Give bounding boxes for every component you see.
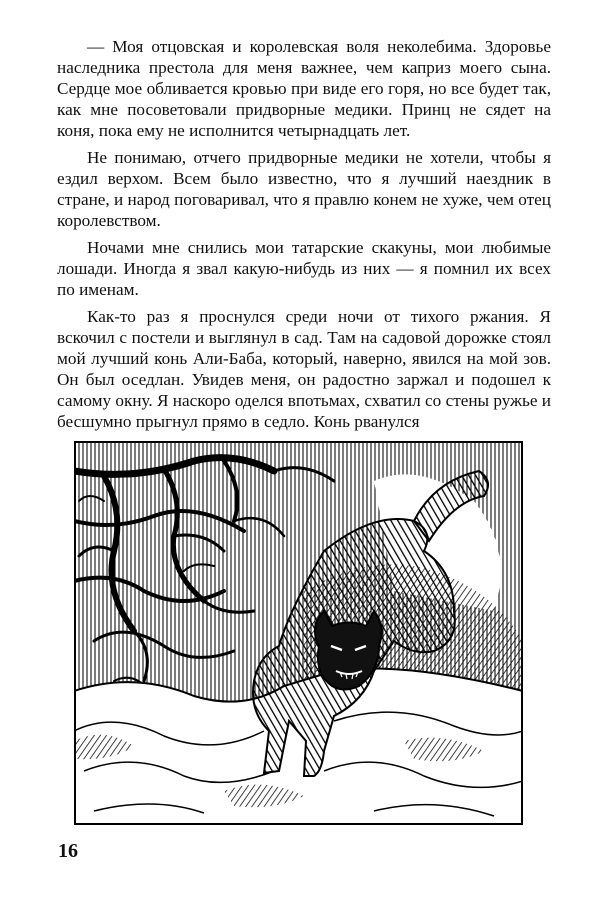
paragraph-1: — Моя отцовская и королевская воля неколебима. Здоровье наследника престола для меня важнее, чем каприз моего сына. Сердце мое обливается кровью при виде его горя, но все будет так, как мне посоветовали придворные медики. Принц не сядет на коня, пока ему не исполнится четырнадцать лет.: [57, 37, 551, 140]
paragraph-2: Не понимаю, отчего придворные медики не хотели, чтобы я ездил верхом. Всем было известно, что я лучший наездник в стране, и народ поговаривал, что я правлю конем не хуже, чем отец королевством.: [57, 148, 551, 230]
wolf-illustration: [74, 441, 523, 825]
page-number: 16: [58, 840, 78, 862]
paragraph-3: Ночами мне снились мои татарские скакуны, мои любимые лошади. Иногда я звал какую-нибудь из них — я помнил их всех по именам.: [57, 238, 551, 299]
paragraph-4: Как-то раз я проснулся среди ночи от тихого ржания. Я вскочил с постели и выглянул в сад. Там на садовой дорожке стоял мой лучший конь Али-Баба, который, наверно, явился на мой зов. Он был оседлан. Увидев меня, он радостно заржал и подошел к самому окну. Я наскоро оделся впотьмах, схватил со стены ружье и бесшумно прыгнул прямо в седло. Конь рванулся: [57, 307, 551, 431]
wolf-illustration-art: [74, 441, 523, 825]
body-text: [57, 36, 551, 438]
